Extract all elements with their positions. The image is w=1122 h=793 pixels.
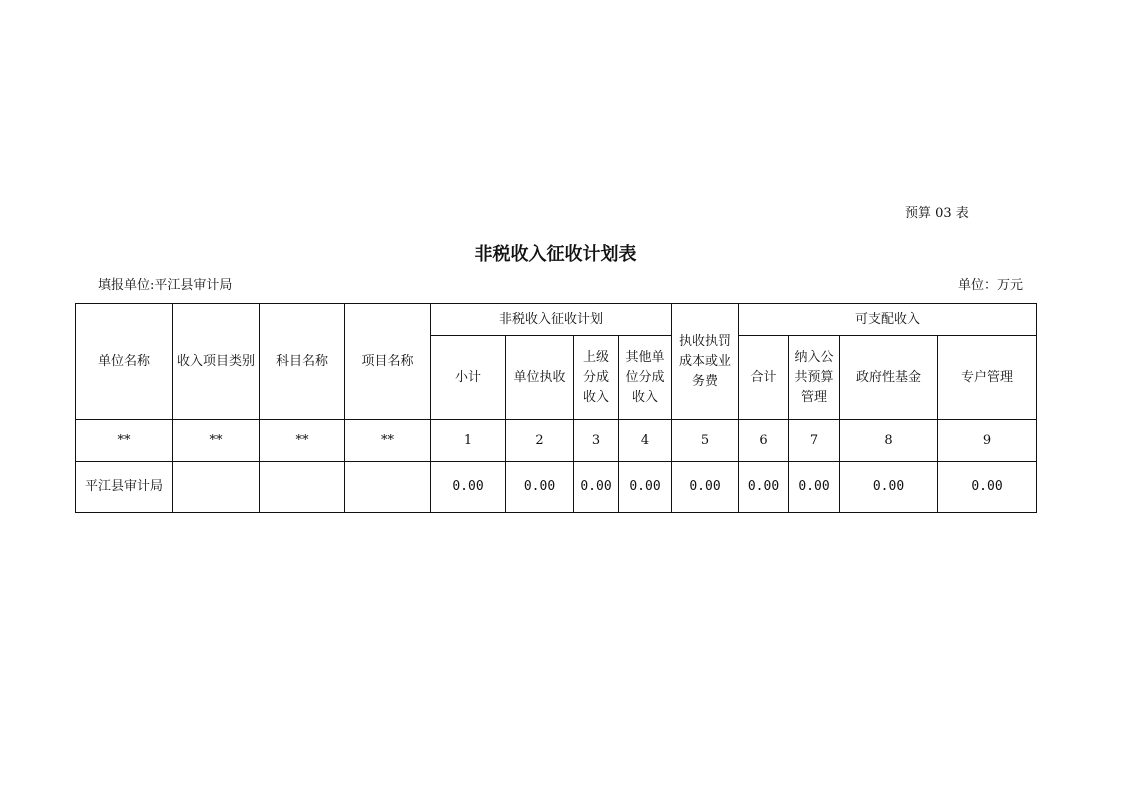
data-cell: 0.00 [840, 462, 938, 513]
header-plan-group: 非税收入征收计划 [431, 304, 672, 336]
index-cell: 4 [619, 420, 672, 462]
form-number: 预算 03 表 [905, 206, 969, 221]
index-cell: ** [76, 420, 173, 462]
data-cell: 0.00 [789, 462, 840, 513]
index-row [76, 420, 1037, 462]
page-title: 非税收入征收计划表 [474, 244, 637, 265]
header-upper-share: 上级分成收入 [574, 336, 619, 420]
revenue-plan-table [75, 303, 1037, 513]
data-cell: 0.00 [938, 462, 1037, 513]
header-gov-fund: 政府性基金 [840, 336, 938, 420]
index-cell: ** [345, 420, 431, 462]
header-unit-name: 单位名称 [76, 304, 173, 420]
data-cell-unit-name: 平江县审计局 [76, 462, 173, 513]
index-cell: ** [173, 420, 260, 462]
index-cell: 5 [672, 420, 739, 462]
header-public-budget: 纳入公共预算管理 [789, 336, 840, 420]
data-cell: 0.00 [574, 462, 619, 513]
data-cell: 0.00 [672, 462, 739, 513]
index-cell: 7 [789, 420, 840, 462]
reporting-unit: 填报单位:平江县审计局 [98, 278, 233, 293]
header-income-category: 收入项目类别 [173, 304, 260, 420]
header-row-1 [76, 304, 1037, 336]
currency-unit: 单位：万元 [958, 278, 1024, 293]
index-cell: 3 [574, 420, 619, 462]
index-cell: 2 [506, 420, 574, 462]
data-cell: 0.00 [739, 462, 789, 513]
header-item-name: 项目名称 [345, 304, 431, 420]
header-subject-name: 科目名称 [260, 304, 345, 420]
table-row [76, 462, 1037, 513]
index-cell: 1 [431, 420, 506, 462]
header-enforcement-cost: 执收执罚成本或业务费 [672, 304, 739, 420]
index-cell: 6 [739, 420, 789, 462]
index-cell: ** [260, 420, 345, 462]
data-cell [260, 462, 345, 513]
data-cell: 0.00 [619, 462, 672, 513]
data-cell [345, 462, 431, 513]
index-cell: 9 [938, 420, 1037, 462]
data-cell [173, 462, 260, 513]
data-cell: 0.00 [506, 462, 574, 513]
index-cell: 8 [840, 420, 938, 462]
header-other-share: 其他单位分成收入 [619, 336, 672, 420]
header-disposable-group: 可支配收入 [739, 304, 1037, 336]
data-cell: 0.00 [431, 462, 506, 513]
header-total: 合计 [739, 336, 789, 420]
header-subtotal: 小计 [431, 336, 506, 420]
header-unit-collect: 单位执收 [506, 336, 574, 420]
header-special-account: 专户管理 [938, 336, 1037, 420]
